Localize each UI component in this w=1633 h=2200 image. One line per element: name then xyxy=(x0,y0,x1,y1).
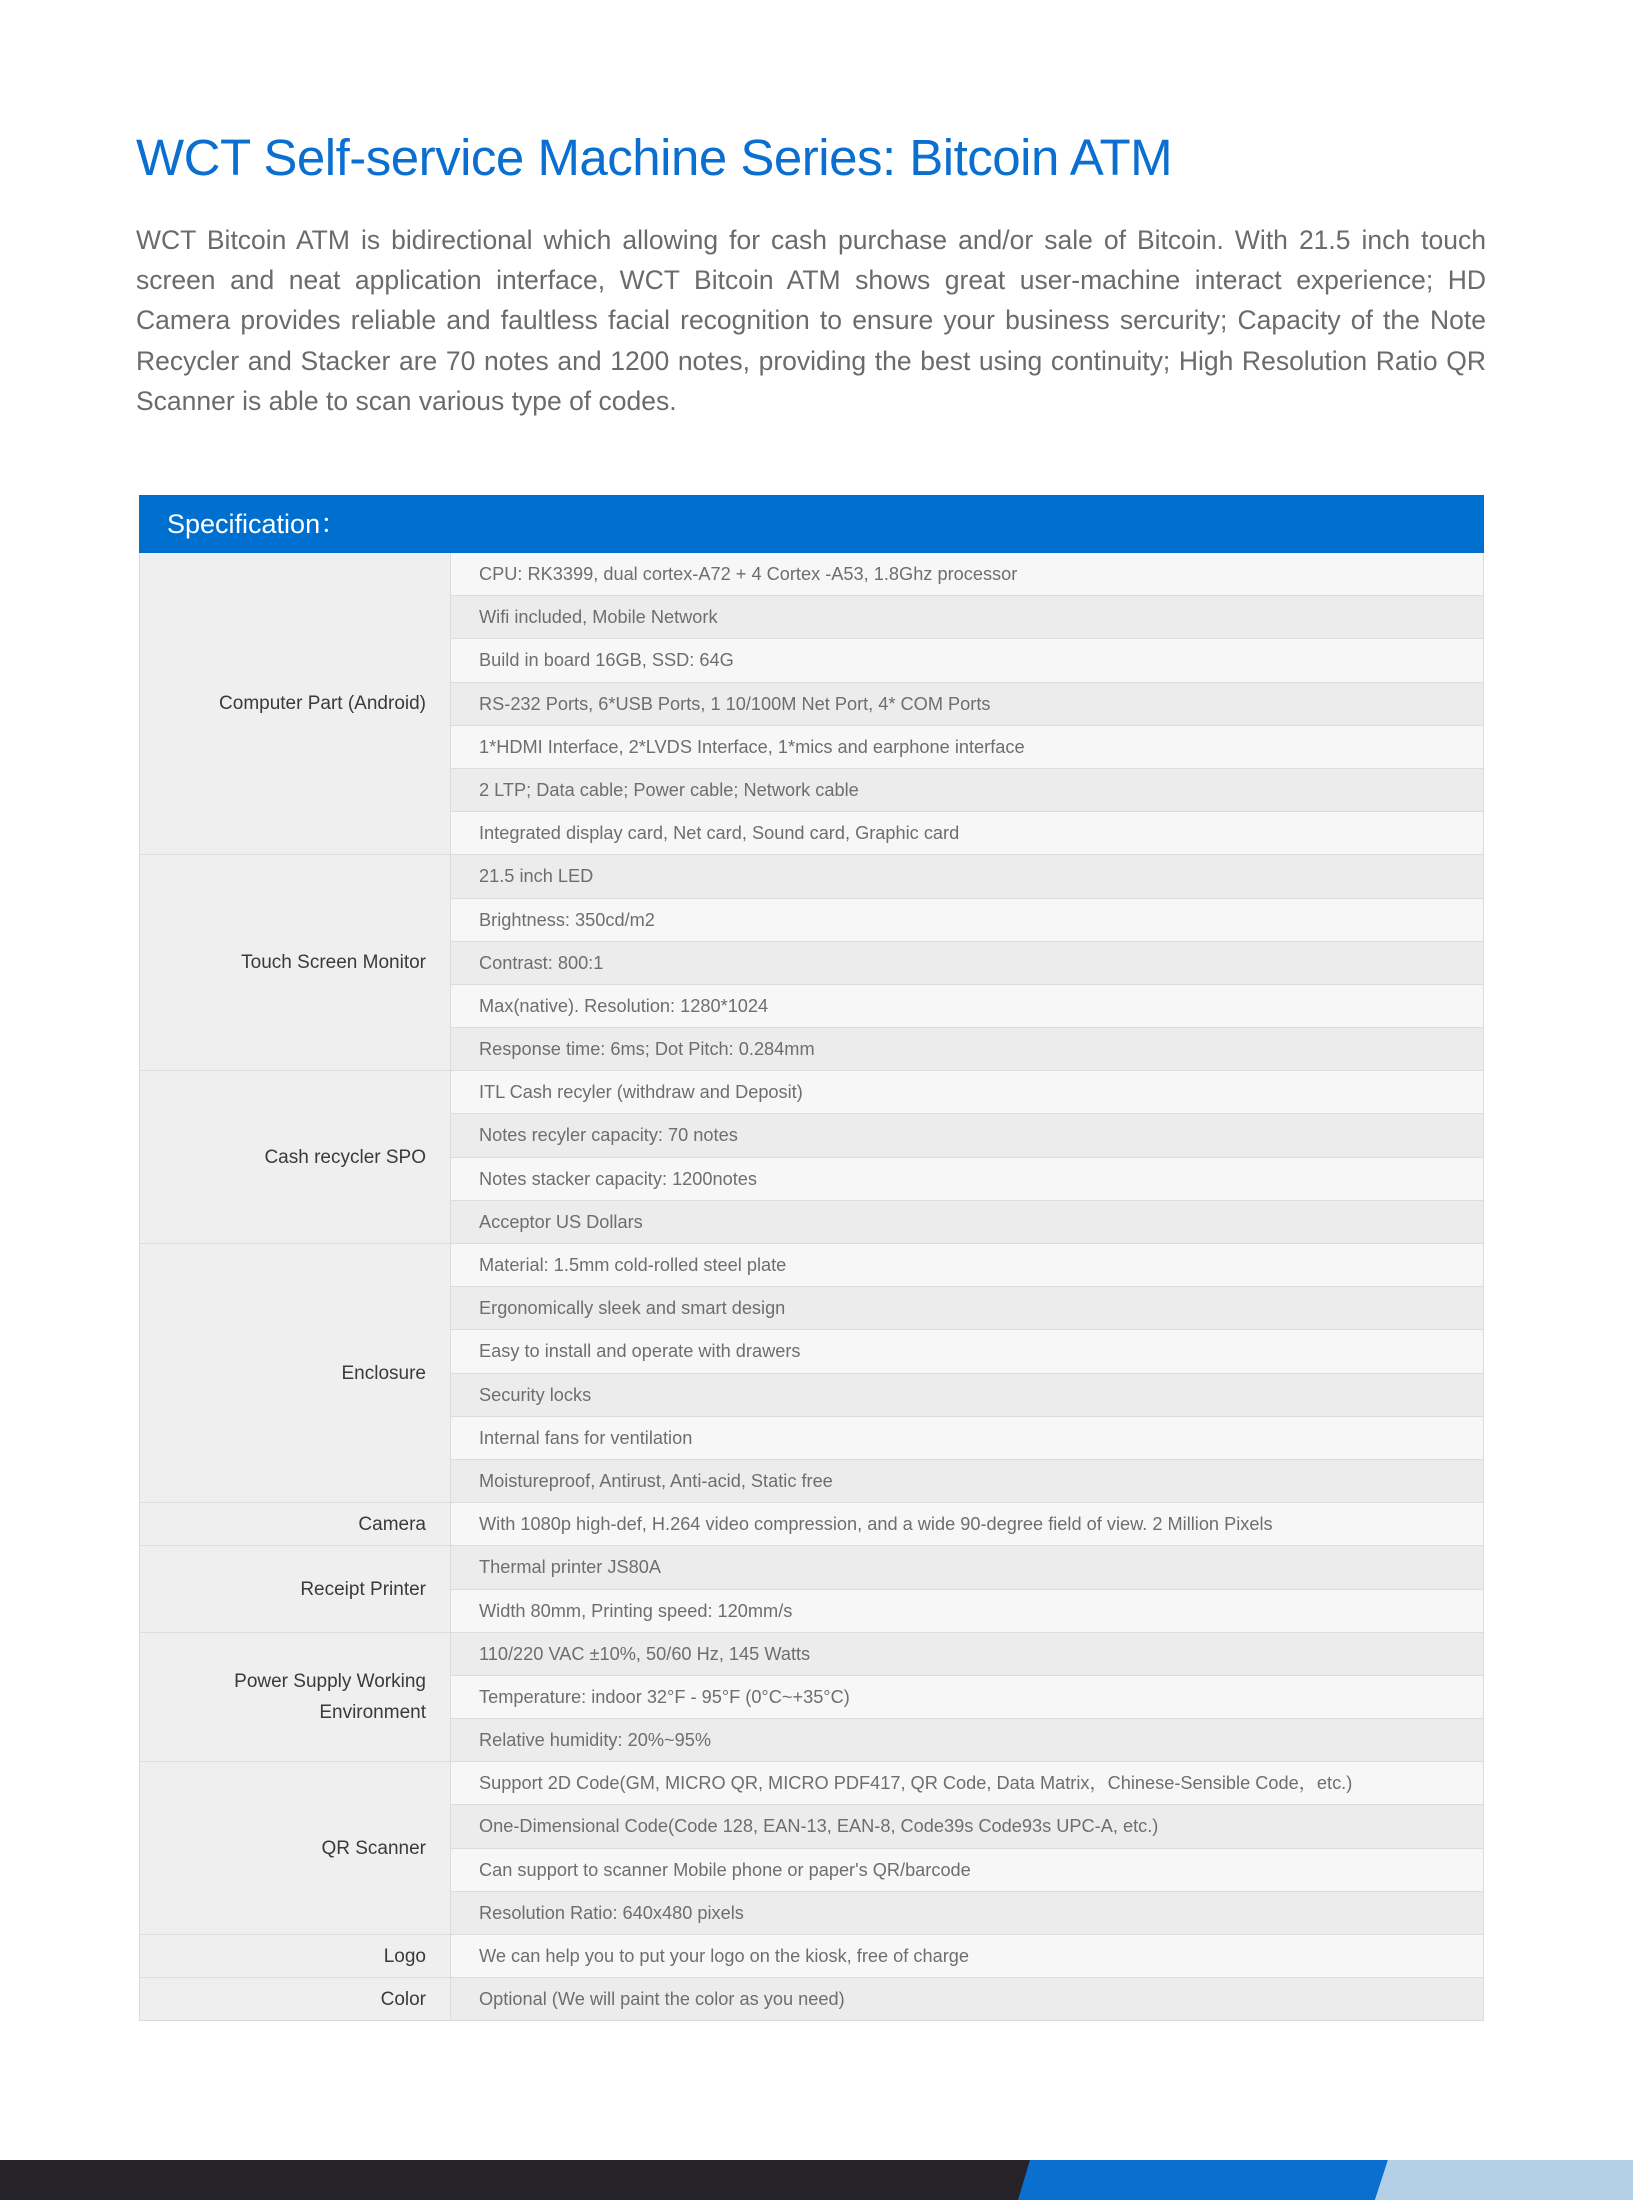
spec-group-label: Power Supply Working Environment xyxy=(140,1633,451,1762)
spec-item: CPU: RK3399, dual cortex-A72 + 4 Cortex -A53, 1.8Ghz processor xyxy=(451,553,1483,596)
footer-dark-segment xyxy=(0,2160,1040,2200)
spec-item: Relative humidity: 20%~95% xyxy=(451,1719,1483,1761)
page-title: WCT Self-service Machine Series: Bitcoin ATM xyxy=(136,129,1173,186)
spec-item: Contrast: 800:1 xyxy=(451,942,1483,985)
spec-item: Notes stacker capacity: 1200notes xyxy=(451,1158,1483,1201)
spec-item: Thermal printer JS80A xyxy=(451,1546,1483,1589)
spec-group xyxy=(140,1762,1483,1935)
spec-item: Optional (We will paint the color as you need) xyxy=(451,1978,1483,2020)
spec-item: 1*HDMI Interface, 2*LVDS Interface, 1*mics and earphone interface xyxy=(451,726,1483,769)
specification-body xyxy=(139,553,1484,2021)
spec-item: Brightness: 350cd/m2 xyxy=(451,899,1483,942)
spec-group xyxy=(140,553,1483,855)
spec-group-label: QR Scanner xyxy=(140,1762,451,1934)
spec-item: One-Dimensional Code(Code 128, EAN-13, EAN-8, Code39s Code93s UPC-A, etc.) xyxy=(451,1805,1483,1848)
spec-item: Internal fans for ventilation xyxy=(451,1417,1483,1460)
spec-group xyxy=(140,1978,1483,2021)
spec-item: We can help you to put your logo on the kiosk, free of charge xyxy=(451,1935,1483,1977)
spec-group xyxy=(140,855,1483,1071)
specification-table xyxy=(139,495,1484,2021)
spec-item: Material: 1.5mm cold-rolled steel plate xyxy=(451,1244,1483,1287)
spec-item: Moistureproof, Antirust, Anti-acid, Static free xyxy=(451,1460,1483,1502)
footer-blue-segment xyxy=(1018,2160,1388,2200)
intro-paragraph: WCT Bitcoin ATM is bidirectional which allowing for cash purchase and/or sale of Bitcoin. With 21.5 inch touch screen and neat application interface, WCT Bitcoin ATM shows great user-machine interact experience; HD Camera provides reliable and faultless facial recognition to ensure your business sercurity; Capacity of the Note Recycler and Stacker are 70 notes and 1200 notes, providing the best using continuity; High Resolution Ratio QR Scanner is able to scan various type of codes. xyxy=(136,225,1486,416)
spec-item: Resolution Ratio: 640x480 pixels xyxy=(451,1892,1483,1934)
spec-group xyxy=(140,1546,1483,1632)
spec-item: Temperature: indoor 32°F - 95°F (0°C~+35°C) xyxy=(451,1676,1483,1719)
spec-item: Easy to install and operate with drawers xyxy=(451,1330,1483,1373)
spec-group-label: Computer Part (Android) xyxy=(140,553,451,854)
spec-item: 110/220 VAC ±10%, 50/60 Hz, 145 Watts xyxy=(451,1633,1483,1676)
spec-group xyxy=(140,1503,1483,1546)
spec-item: Can support to scanner Mobile phone or paper's QR/barcode xyxy=(451,1849,1483,1892)
spec-item: Ergonomically sleek and smart design xyxy=(451,1287,1483,1330)
footer-light-segment xyxy=(1375,2160,1633,2200)
spec-item: Width 80mm, Printing speed: 120mm/s xyxy=(451,1590,1483,1632)
spec-group xyxy=(140,1071,1483,1244)
spec-item: Wifi included, Mobile Network xyxy=(451,596,1483,639)
spec-item: Max(native). Resolution: 1280*1024 xyxy=(451,985,1483,1028)
spec-item: Acceptor US Dollars xyxy=(451,1201,1483,1243)
spec-group xyxy=(140,1244,1483,1503)
spec-group-label: Logo xyxy=(140,1935,451,1977)
spec-item: ITL Cash recyler (withdraw and Deposit) xyxy=(451,1071,1483,1114)
spec-item: Notes recyler capacity: 70 notes xyxy=(451,1114,1483,1157)
spec-group-label: Touch Screen Monitor xyxy=(140,855,451,1070)
spec-group-label: Camera xyxy=(140,1503,451,1545)
spec-item: 21.5 inch LED xyxy=(451,855,1483,898)
spec-group-label: Cash recycler SPO xyxy=(140,1071,451,1243)
spec-group-label: Receipt Printer xyxy=(140,1546,451,1631)
spec-item: Build in board 16GB, SSD: 64G xyxy=(451,639,1483,682)
spec-item: Security locks xyxy=(451,1374,1483,1417)
specification-header: Specification： xyxy=(139,495,1484,553)
spec-item: With 1080p high-def, H.264 video compression, and a wide 90-degree field of view. 2 Million Pixels xyxy=(451,1503,1483,1545)
spec-group xyxy=(140,1633,1483,1763)
footer-band xyxy=(0,2160,1633,2200)
spec-item: 2 LTP; Data cable; Power cable; Network cable xyxy=(451,769,1483,812)
spec-item: Response time: 6ms; Dot Pitch: 0.284mm xyxy=(451,1028,1483,1070)
spec-group xyxy=(140,1935,1483,1978)
spec-group-label: Color xyxy=(140,1978,451,2020)
spec-item: RS-232 Ports, 6*USB Ports, 1 10/100M Net Port, 4* COM Ports xyxy=(451,683,1483,726)
spec-item: Support 2D Code(GM, MICRO QR, MICRO PDF417, QR Code, Data Matrix，Chinese-Sensible Code，etc.) xyxy=(451,1762,1483,1805)
spec-group-label: Enclosure xyxy=(140,1244,451,1502)
spec-item: Integrated display card, Net card, Sound card, Graphic card xyxy=(451,812,1483,854)
